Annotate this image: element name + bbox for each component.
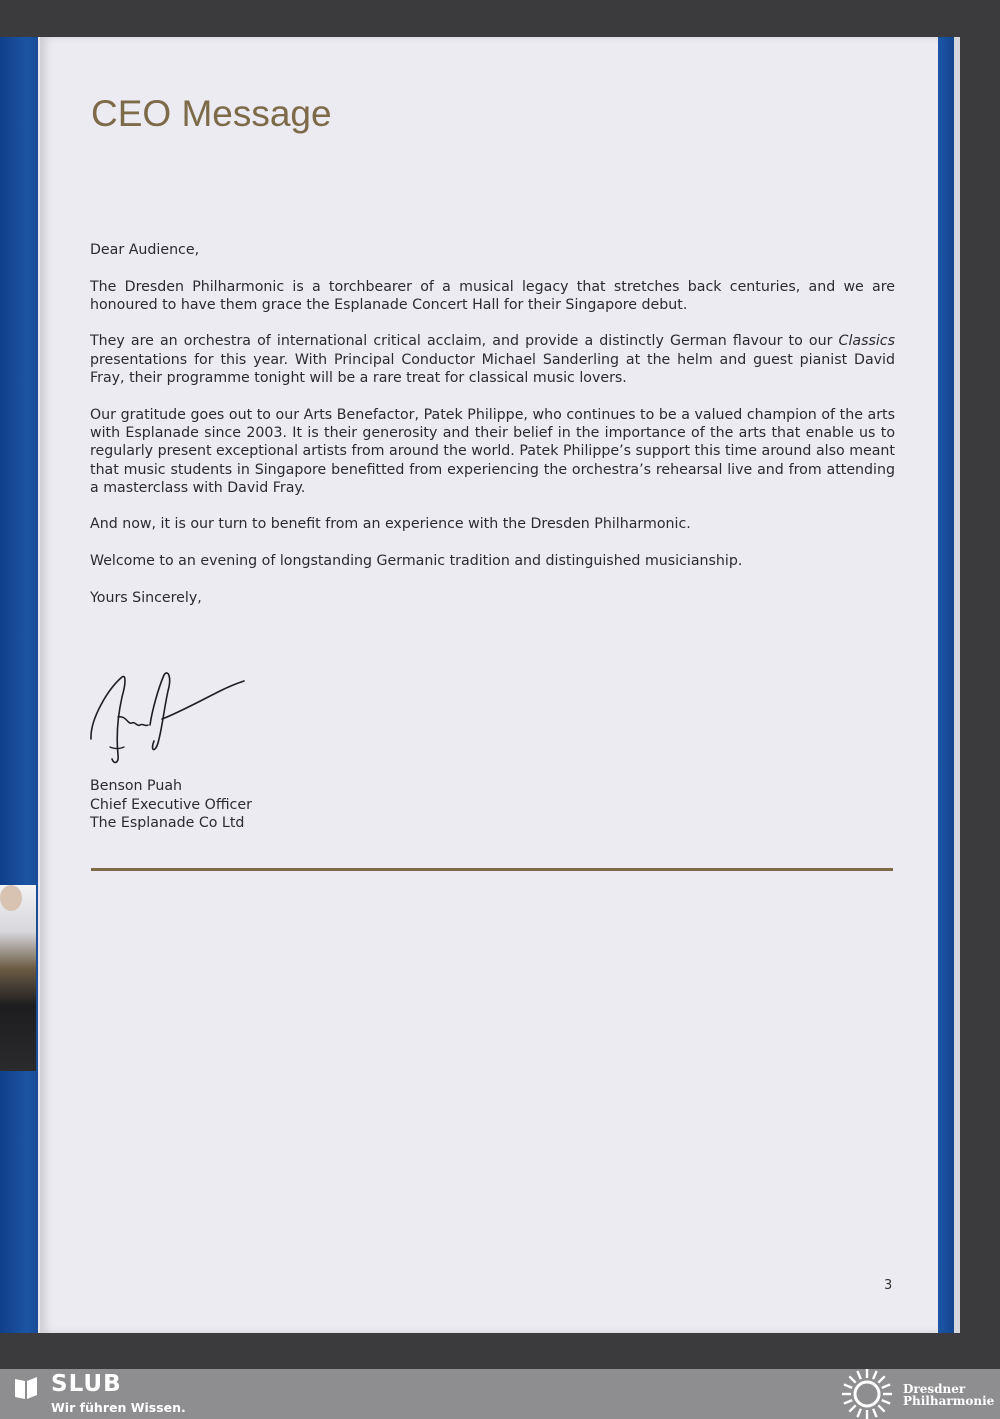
paragraph-intro: The Dresden Philharmonic is a torchbearer of a musical legacy that stretches back centuries, and we are honoured to have them grace the Esplanade Concert Hall for their Singapore debut.: [90, 278, 895, 313]
digitization-footer: [0, 1369, 1000, 1419]
paragraph-benefactor: Our gratitude goes out to our Arts Benefactor, Patek Philippe, who continues to be a valued champion of the arts with Esplanade since 2003. It is their generosity and their belief in the importance of the arts that enable us to regularly present exceptional artists from around the world. Patek Philippe’s support this time around also meant that music students in Singapore benefitted from experiencing the orchestra’s rehearsal live and from attending a masterclass with David Fray.: [90, 406, 895, 496]
salutation: Dear Audience,: [90, 242, 200, 258]
paragraph-orchestra-part1: They are an orchestra of international critical acclaim, and provide a distinctly German flavour to our: [90, 333, 839, 350]
facing-page-edge: [0, 37, 40, 1333]
signatory-name: Benson Puah: [90, 778, 183, 794]
paragraph-orchestra: [90, 332, 895, 387]
paragraph-turn: And now, it is our turn to benefit from an experience with the Dresden Philharmonic.: [90, 516, 691, 533]
closing: Yours Sincerely,: [90, 589, 202, 606]
dresdner-philharmonie-logo-text[interactable]: [903, 1383, 994, 1407]
photo-face: [0, 885, 22, 911]
letter-body: [90, 241, 895, 625]
signatory-company: The Esplanade Co Ltd: [90, 815, 245, 831]
page-edge: [954, 37, 960, 1333]
page-title: CEO Message: [91, 93, 332, 134]
page-number: 3: [884, 1278, 893, 1293]
dresdner-philharmonie-sunburst-icon: [840, 1369, 894, 1419]
letter-page: [40, 37, 938, 1333]
facing-page-blue-band: [0, 37, 38, 1333]
signature: [88, 669, 248, 765]
spine-blue-band: [938, 37, 954, 1333]
classics-series-name: Classics: [838, 333, 895, 350]
slub-tagline: Wir führen Wissen.: [51, 1400, 186, 1415]
partner-line-2: Philharmonie: [903, 1394, 995, 1408]
paragraph-welcome: Welcome to an evening of longstanding Germanic tradition and distinguished musicianship.: [90, 553, 743, 570]
facing-page-photo: [0, 885, 36, 1071]
signatory-role: Chief Executive Officer: [90, 796, 252, 813]
partner-line-1: Dresdner: [903, 1382, 966, 1396]
divider-rule: [91, 868, 893, 871]
paragraph-orchestra-part2: presentations for this year. With Principal Conductor Michael Sanderling at the helm and guest pianist David Fray, their programme tonight will be a rare treat for classical music lovers.: [90, 351, 895, 387]
slub-book-icon: [13, 1375, 39, 1401]
signatory-block: [90, 777, 252, 833]
slub-logo-text[interactable]: SLUB: [51, 1371, 122, 1397]
